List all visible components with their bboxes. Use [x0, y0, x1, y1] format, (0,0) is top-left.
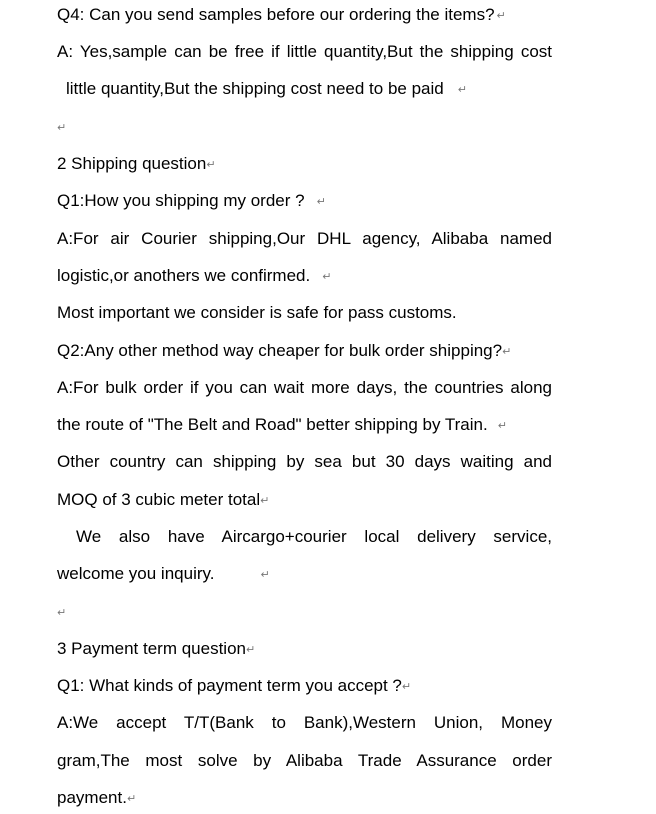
doc-line	[57, 336, 552, 366]
paragraph-mark-icon: ↵	[401, 681, 412, 693]
section-heading	[57, 634, 552, 664]
paragraph-mark-icon: ↵	[496, 10, 506, 22]
doc-line	[57, 112, 552, 142]
doc-line-text: the route of "The Belt and Road" better shipping by Train.	[57, 415, 488, 434]
doc-line-text: A:For bulk order if you can wait more days, the countries along	[57, 378, 552, 397]
doc-line-text: payment.	[57, 788, 127, 807]
doc-line-text: A:For air Courier shipping,Our DHL agency, Alibaba named	[57, 229, 552, 248]
paragraph-mark-icon: ↵	[260, 569, 270, 581]
doc-line	[57, 485, 552, 515]
doc-line-text: We also have Aircargo+courier local delivery service,	[76, 527, 552, 546]
doc-line	[57, 261, 552, 291]
doc-line	[76, 522, 552, 552]
doc-line-text: 2 Shipping question	[57, 154, 207, 173]
section-heading	[57, 149, 552, 179]
doc-line	[57, 746, 552, 776]
doc-line-text: gram,The most solve by Alibaba Trade Assurance order	[57, 751, 552, 770]
doc-line	[57, 783, 552, 813]
paragraph-mark-icon: ↵	[245, 644, 256, 656]
paragraph-mark-icon: ↵	[57, 122, 67, 134]
doc-line	[57, 708, 552, 738]
doc-line	[57, 410, 552, 440]
doc-line	[57, 186, 552, 216]
doc-line	[66, 74, 561, 104]
paragraph-mark-icon: ↵	[497, 420, 507, 432]
doc-line	[57, 671, 552, 701]
doc-line-text: A: Yes,sample can be free if little quantity,But the shipping cost	[57, 42, 552, 61]
paragraph-mark-icon: ↵	[502, 346, 512, 358]
doc-line-text: 3 Payment term question	[57, 639, 246, 658]
doc-line-text: Q4: Can you send samples before our ordering the items?	[57, 5, 495, 24]
doc-line-text: Q1: What kinds of payment term you accept ?	[57, 676, 402, 695]
paragraph-mark-icon: ↵	[316, 196, 326, 208]
doc-line-text: MOQ of 3 cubic meter total	[57, 490, 261, 509]
paragraph-mark-icon: ↵	[206, 159, 216, 171]
paragraph-mark-icon: ↵	[322, 271, 332, 283]
doc-line	[57, 298, 552, 328]
paragraph-mark-icon: ↵	[57, 607, 67, 619]
doc-line-text: logistic,or anothers we confirmed.	[57, 266, 311, 285]
doc-line	[57, 373, 552, 403]
doc-line	[57, 37, 552, 67]
doc-line-text: Most important we consider is safe for pass customs.	[57, 303, 457, 322]
doc-line	[57, 0, 552, 30]
doc-line	[57, 559, 552, 589]
doc-line-text: welcome you inquiry.	[57, 564, 215, 583]
doc-line	[57, 447, 552, 477]
doc-line	[57, 224, 552, 254]
paragraph-mark-icon: ↵	[126, 793, 137, 805]
paragraph-mark-icon: ↵	[457, 84, 467, 96]
doc-line-text: Q2:Any other method way cheaper for bulk order shipping?	[57, 341, 503, 360]
paragraph-mark-icon: ↵	[260, 495, 270, 507]
doc-line-text: A:We accept T/T(Bank to Bank),Western Union, Money	[57, 713, 552, 732]
doc-line-text: little quantity,But the shipping cost need to be paid	[66, 79, 444, 98]
doc-line-text: Q1:How you shipping my order ?	[57, 191, 305, 210]
doc-line-text: Other country can shipping by sea but 30 days waiting and	[57, 452, 552, 471]
doc-line	[57, 597, 552, 627]
